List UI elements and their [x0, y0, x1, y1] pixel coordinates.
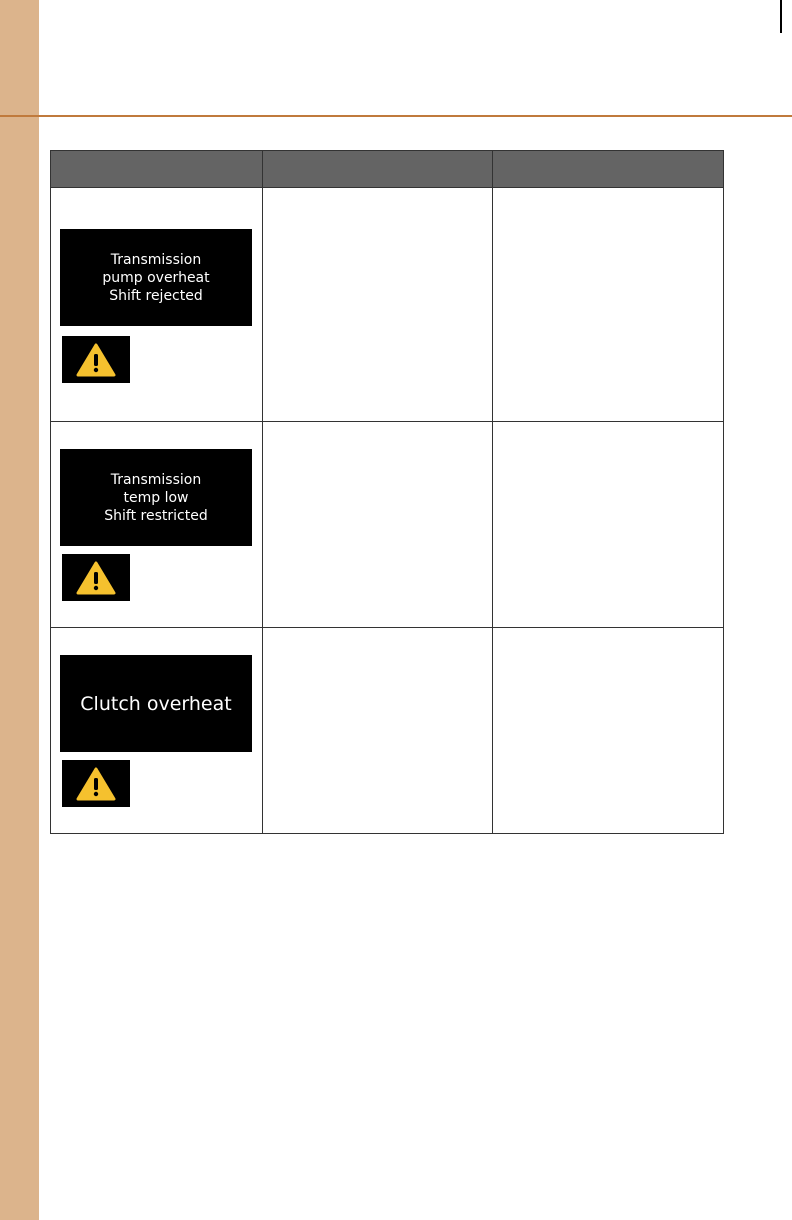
- detail-cell: [493, 422, 724, 628]
- table-header-cell: [51, 151, 263, 188]
- table-header-cell: [263, 151, 493, 188]
- detail-cell: [263, 628, 493, 834]
- side-band: [0, 0, 39, 1220]
- table-row: [51, 188, 724, 422]
- table-row: [51, 628, 724, 834]
- warning-triangle-icon: [62, 760, 130, 807]
- margin-mark: [780, 0, 782, 33]
- message-cell: [51, 188, 263, 422]
- display-screen: Clutch overheat: [60, 655, 252, 752]
- table-header-row: [51, 151, 724, 188]
- display-screen: Transmission pump overheat Shift rejected: [60, 229, 252, 326]
- top-rule: [0, 115, 792, 117]
- message-cell: [51, 422, 263, 628]
- detail-cell: [263, 422, 493, 628]
- display-screen: Transmission temp low Shift restricted: [60, 449, 252, 546]
- table-row: [51, 422, 724, 628]
- message-cell: [51, 628, 263, 834]
- warning-triangle-icon: [62, 554, 130, 601]
- warning-message-table: [50, 150, 724, 834]
- table-header-cell: [493, 151, 724, 188]
- detail-cell: [493, 628, 724, 834]
- detail-cell: [493, 188, 724, 422]
- detail-cell: [263, 188, 493, 422]
- warning-triangle-icon: [62, 336, 130, 383]
